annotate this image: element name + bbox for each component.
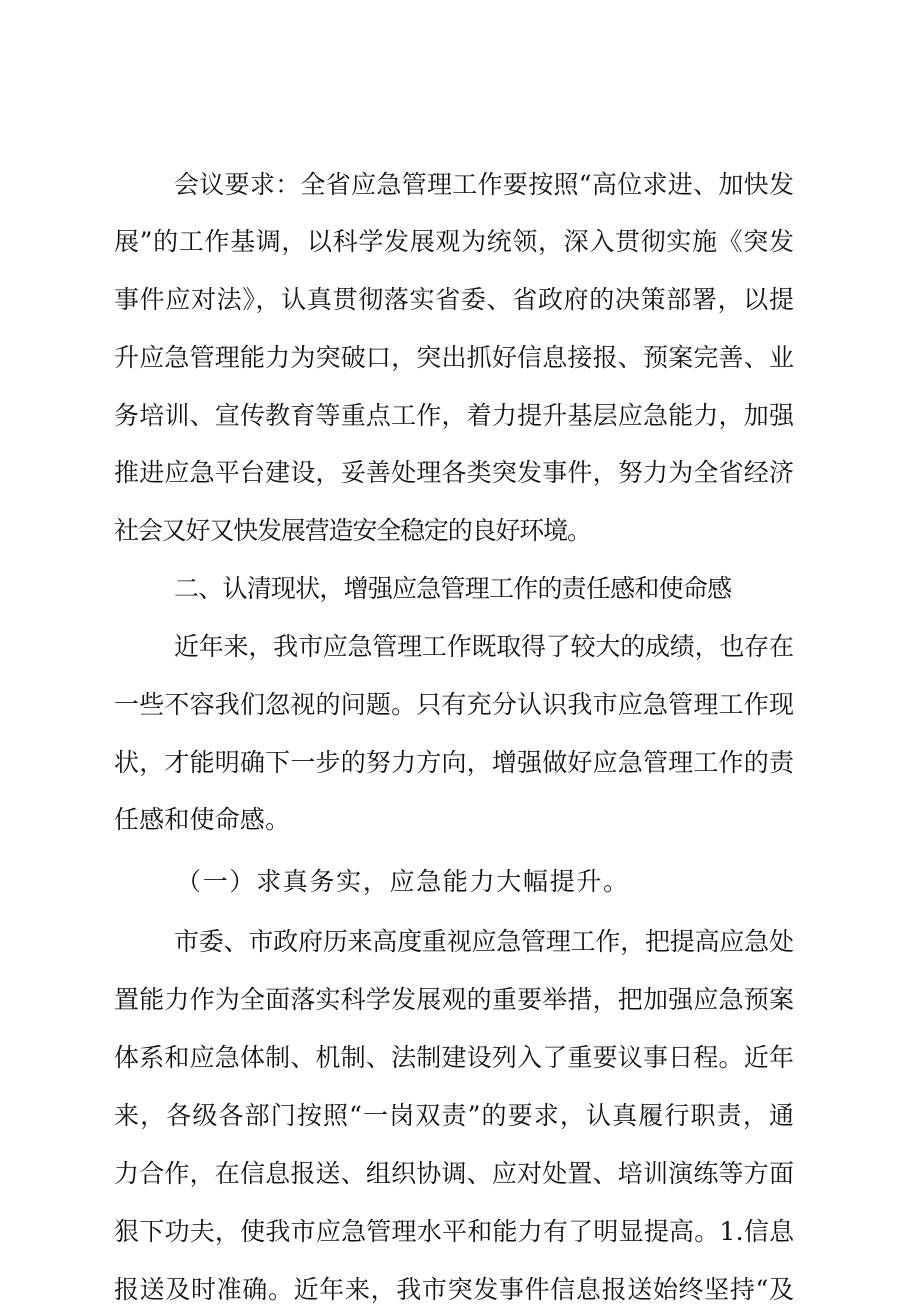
paragraph-line (0, 1034, 909, 1082)
line-text: 市委、市政府历来高度重视应急管理工作，把提高应急处 (174, 927, 794, 956)
line-text: 一些不容我们忽视的问题。只有充分认识我市应急管理工作现 (114, 690, 795, 719)
line-text: 会议要求：全省应急管理工作要按照“高位求进、加快发 (174, 170, 795, 199)
line-text: 来，各级各部门按照“一岗双责”的要求，认真履行职责，通 (114, 1101, 796, 1130)
paragraph-line (0, 1266, 909, 1304)
line-text: 推进应急平台建设，妥善处理各类突发事件，努力为全省经济 (114, 458, 795, 487)
paragraph-line (0, 739, 909, 787)
paragraph-line (0, 1208, 909, 1256)
paragraph-line (0, 918, 909, 966)
line-text: 任感和使命感。 (114, 805, 291, 834)
line-text: 展”的工作基调，以科学发展观为统领，深入贯彻实施《突发 (114, 227, 795, 256)
paragraph-line (0, 334, 909, 382)
paragraph-line (0, 449, 909, 497)
paragraph-line (0, 218, 909, 266)
line-text: 置能力作为全面落实科学发展观的重要举措，把加强应急预案 (114, 985, 795, 1014)
paragraph-line (0, 623, 909, 671)
line-text: 力合作，在信息报送、组织协调、应对处置、培训演练等方面 (114, 1159, 795, 1188)
paragraph-line (0, 161, 909, 209)
line-text: 报送及时准确。近年来，我市突发事件信息报送始终坚持“及 (114, 1275, 795, 1304)
paragraph-line (0, 1150, 909, 1198)
subsection-heading (0, 858, 909, 906)
paragraph-line (0, 976, 909, 1024)
line-text: 近年来，我市应急管理工作既取得了较大的成绩，也存在 (174, 632, 794, 661)
line-text: 社会又好又快发展营造安全稳定的良好环境。 (114, 516, 591, 545)
paragraph-line (0, 1092, 909, 1140)
paragraph-line (0, 507, 909, 555)
heading-text: （一）求真务实，应急能力大幅提升。 (176, 867, 630, 896)
paragraph-line (0, 392, 909, 440)
line-text: 务培训、宣传教育等重点工作，着力提升基层应急能力，加强 (114, 401, 795, 430)
paragraph-line (0, 276, 909, 324)
paragraph-line (0, 681, 909, 729)
line-text: 状，才能明确下一步的努力方向，增强做好应急管理工作的责 (114, 748, 795, 777)
line-text: 狠下功夫，使我市应急管理水平和能力有了明显提高。1.信息 (114, 1217, 795, 1246)
line-text: 升应急管理能力为突破口，突出抓好信息接报、预案完善、业 (114, 343, 795, 372)
section-heading (0, 565, 909, 613)
paragraph-line (0, 796, 909, 844)
line-text: 事件应对法》，认真贯彻落实省委、省政府的决策部署，以提 (114, 285, 795, 314)
line-text: 体系和应急体制、机制、法制建设列入了重要议事日程。近年 (114, 1043, 795, 1072)
heading-text: 二、认清现状，增强应急管理工作的责任感和使命感 (174, 574, 732, 603)
